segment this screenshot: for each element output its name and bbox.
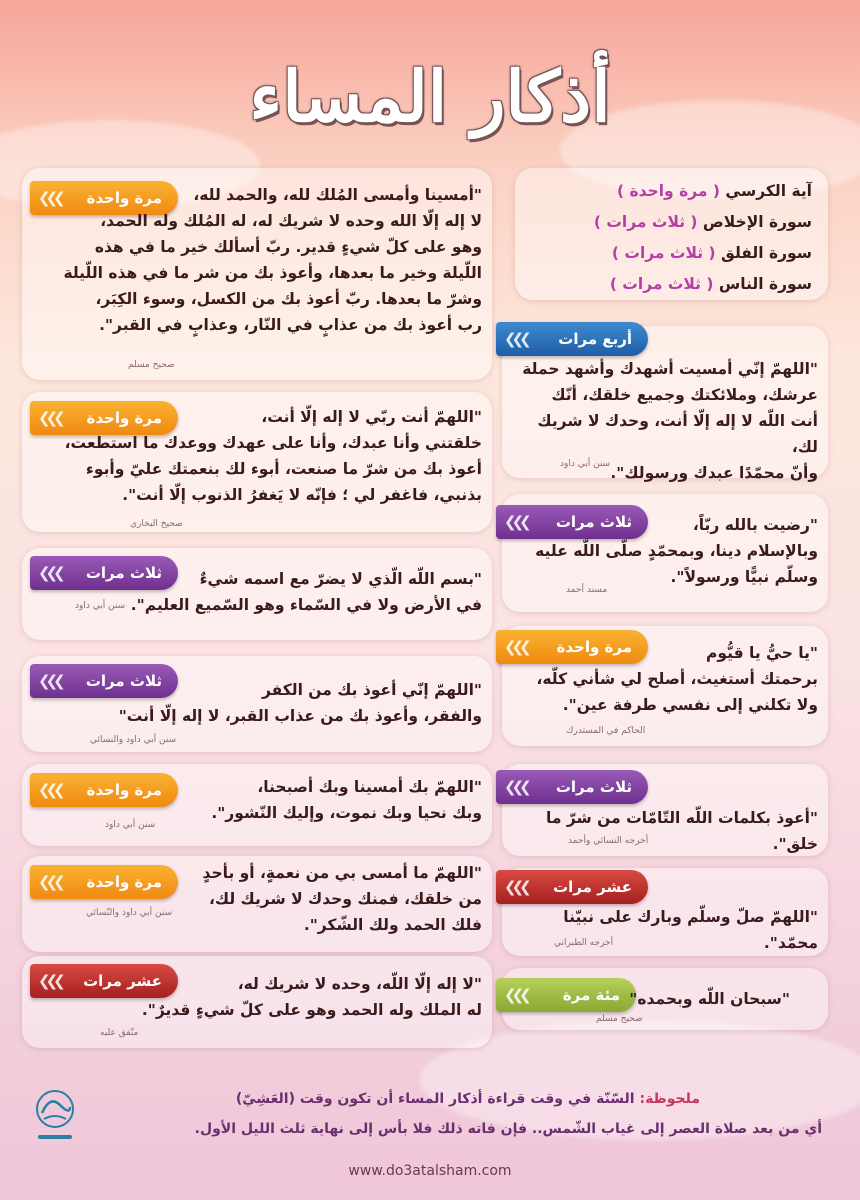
dhikr-text: "رضيت بالله ربّاً، وبالإسلام دينا، وبمحمّدٍ صلّى اللّه عليه وسلّم نبيًّا ورسولاً". [535,516,818,586]
repeat-badge: مرة واحدة ❯❯❯ [496,630,648,664]
hadith-source: سنن أبي داود [75,601,126,611]
note-label: ملحوظة: [639,1091,700,1107]
dhikr-text: "سبحان اللّه وبحمده" [629,990,790,1008]
hadith-source: أخرجه الطبراني [554,938,614,948]
repeat-badge: ثلاث مرات ❯❯❯ [30,556,178,590]
chevron-icon: ❯❯❯ [38,564,61,582]
chevron-icon: ❯❯❯ [504,638,527,656]
chevron-icon: ❯❯❯ [504,986,527,1004]
page-title: أذكار المساء [249,55,611,138]
hadith-source: صحيح مسلم [128,360,175,370]
hadith-source: سنن أبي داود والنّسائي [86,908,173,918]
ayat-list [522,176,812,300]
note-line-1: ملحوظة: السّنّة في وقت قراءة أذكار المساء أن تكون وقت (العَشِيّ) [235,1091,700,1107]
chevron-icon: ❯❯❯ [504,513,527,531]
repeat-badge: عشر مرات ❯❯❯ [496,870,648,904]
dhikr-text: "اللهمّ إنّي أمسيت أشهدك وأشهد حملة عرشك، وملائكتك وجميع خلقك، أنّك أنت اللّه لا إله إلّا أنت، وحدك لا شريك لك، وأنّ محمّدًا عبدك ورسولك". [522,360,818,482]
hadith-source: سنن أبي داود والنسائي [90,735,177,745]
repeat-badge: ثلاث مرات ❯❯❯ [496,770,648,804]
dhikr-text: "لا إله إلّا اللّه، وحده لا شريك له، له الملك وله الحمد وهو على كلّ شيءٍ قديرٌ". [141,975,482,1019]
repeat-badge: مرة واحدة ❯❯❯ [30,865,178,899]
dhikr-text: "اللهمّ إنّي أعوذ بك من الكفر والفقر، وأعوذ بك من عذاب القبر، لا إله إلّا أنت" [118,681,482,725]
repeat-badge: ثلاث مرات ❯❯❯ [30,664,178,698]
repeat-badge: مرة واحدة ❯❯❯ [30,401,178,435]
hadith-source: سنن أبي داود [105,820,156,830]
hadith-source: صحيح مسلم [596,1014,643,1024]
chevron-icon: ❯❯❯ [38,873,61,891]
website-url: www.do3atalsham.com [348,1163,512,1179]
ayat-item: سورة الناس ( ثلاث مرات ) [609,275,812,293]
hadith-source: سنن أبي داود [560,459,611,469]
ayat-item: سورة الإخلاص ( ثلاث مرات ) [593,213,812,231]
chevron-icon: ❯❯❯ [38,781,61,799]
dhikr-text: "اللهمّ ما أمسى بي من نعمةٍ، أو بأحدٍ من خلقك، فمنك وحدك لا شريك لك، فلك الحمد ولك الشّكر". [202,864,482,934]
hadith-source: مسند أحمد [566,585,608,595]
hadith-source: متّفق عليه [100,1028,139,1038]
repeat-badge: مئة مرة ❯❯❯ [496,978,636,1012]
note-line-2: أي من بعد صلاة العصر إلى غياب الشّمس.. فإن فاته ذلك فلا بأس إلى نهاية ثلث الليل الأول. [194,1121,822,1137]
ayat-item: آية الكرسي ( مرة واحدة ) [616,182,812,200]
dhikr-text: "يا حيُّ يا قيُّوم برحمتك أستغيث، أصلح لي شأني كلّه، ولا تكلني إلى نفسي طرفة عين". [536,644,818,714]
hadith-source: الحاكم في المستدرك [566,726,646,736]
chevron-icon: ❯❯❯ [38,672,61,690]
dhikr-text: "اللهمّ بك أمسينا وبك أصبحنا، وبك نحيا وبك نموت، وإليك النّشور". [211,778,482,822]
dhikr-text: "بسم اللّه الّذي لا يضرّ مع اسمه شيءٌ في الأرض ولا في السّماء وهو السّميع العليم". [130,570,482,614]
chevron-icon: ❯❯❯ [504,778,527,796]
dhikr-text: "اللهمّ أنت ربّي لا إله إلّا أنت، خلقتني وأنا عبدك، وأنا على عهدك ووعدك ما استطعت، أعوذ بك من شرّ ما صنعت، أبوء لك بنعمتك عليّ وأبوء بذنبي، فاغفر لي ؛ فإنّه لا يَغفرُ الذنوب إلّا أنت". [64,408,482,504]
chevron-icon: ❯❯❯ [38,409,61,427]
dhikr-text: "اللهمّ صلّ وسلّم وبارك على نبيّنا محمّد". [563,908,818,952]
hadith-source: أخرجه النسائي وأحمد [568,836,649,846]
hadith-source: صحيح البخاري [130,519,183,529]
repeat-badge: مرة واحدة ❯❯❯ [30,773,178,807]
repeat-badge: أربع مرات ❯❯❯ [496,322,648,356]
dhikr-text: "أمسينا وأمسى المُلك لله، والحمد لله، لا إله إلّا الله وحده لا شريك له، له المُلك وله الحمد، وهو على كلّ شيءٍ قدير. ربّ أسألك خير ما في هذه اللّيلة وخير ما بعدها، وأعوذ بك من شر ما في هذه اللّيلة وشرّ ما بعدها. ربّ أعوذ بك من الكسل، وسوء الكِبَر، رب أعوذ بك من عذابٍ في النّار، وعذابٍ في القبر". [63,186,482,334]
chevron-icon: ❯❯❯ [504,878,527,896]
chevron-icon: ❯❯❯ [504,330,527,348]
repeat-badge: ثلاث مرات ❯❯❯ [496,505,648,539]
repeat-badge: عشر مرات ❯❯❯ [30,964,178,998]
chevron-icon: ❯❯❯ [38,189,61,207]
repeat-badge: مرة واحدة ❯❯❯ [30,181,178,215]
dhikr-text: "أعوذ بكلمات اللّه التّامّات من شرّ ما خلق". [546,809,818,853]
do3atalsham-logo [30,1085,80,1145]
ayat-item: سورة الفلق ( ثلاث مرات ) [611,244,812,262]
chevron-icon: ❯❯❯ [38,972,61,990]
